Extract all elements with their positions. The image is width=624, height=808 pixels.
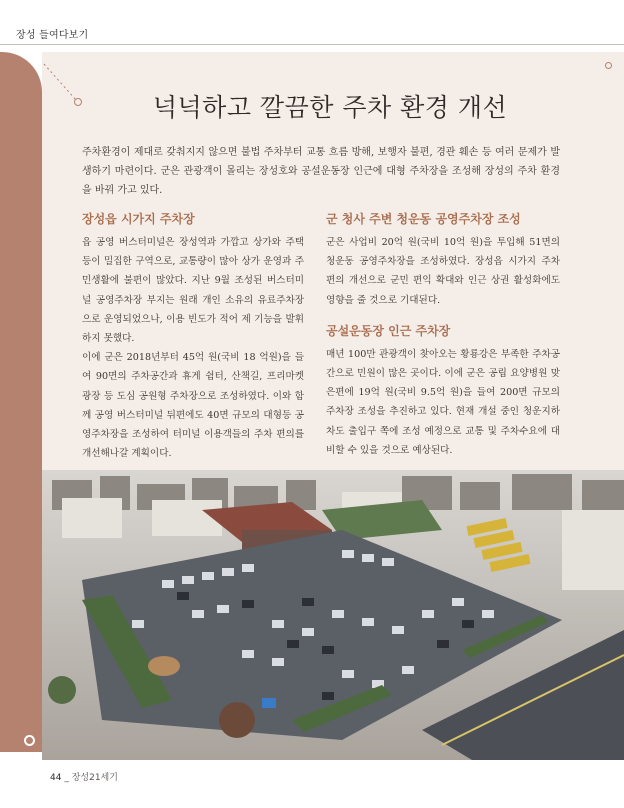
article-lead: 주차환경이 제대로 갖춰지지 않으면 불법 주차부터 교통 흐름 방해, 보행자 불편, 경관 훼손 등 여러 문제가 발생하기 마련이다. 군은 관광객이 몰리는 장성호와 공설운동장 인근에 대형 주차장을 조성해 장성의 주차 환경을 바꿔 가고 있다. [82, 147, 560, 196]
footer-separator: _ [64, 773, 69, 783]
section-title: 공설운동장 인근 주차장 [326, 323, 451, 338]
left-column [82, 210, 304, 463]
section-label: 장성 들여다보기 [16, 30, 89, 41]
circle-decoration [605, 62, 612, 69]
section-paragraph: 군은 사업비 20억 원(국비 10억 원)을 투입해 51면의 청운동 공영주차장을 조성하였다. 장성읍 시가지 주차 편의 개선으로 군민 편익 확대와 인근 상권 활성화에도 영향을 줄 것으로 기대된다. [326, 237, 560, 306]
side-tab-decoration [0, 52, 42, 752]
magazine-name: 장성21세기 [71, 773, 118, 783]
page-number: 44 [50, 773, 62, 783]
section-paragraph: 이에 군은 2018년부터 45억 원(국비 18 억원)을 들여 90면의 주차공간과 휴게 쉼터, 산책길, 프리마켓 광장 등 도심 공원형 주차장으로 조성하였다. 이와 함께 공영 버스터미널 뒤편에도 40면 규모의 대형등 공영주차장을 조성하여 터미널 이용객들의 주차 편의를 개선해나갈 계획이다. [82, 352, 304, 460]
aerial-parking-lot-photo [42, 470, 624, 760]
section-paragraph: 매년 100만 관광객이 찾아오는 황룡강은 부족한 주차공간으로 민원이 많은 곳이다. 이에 군은 공립 요양병원 맞은편에 19억 원(국비 9.5억 원)을 들여 200면 규모의 주차장 조성을 추진하고 있다. 현재 개설 중인 청운지하차도 출입구 쪽에 조성 예정으로 교통 및 주차수요에 대비할 수 있을 것으로 예상된다. [326, 348, 560, 456]
circle-decoration [24, 735, 35, 746]
section-title: 군 청사 주변 청운동 공영주차장 조성 [326, 212, 521, 226]
section-paragraph: 읍 공영 버스터미널은 장성역과 가깝고 상가와 주택 등이 밀집한 구역으로, 교통량이 많아 상가 운영과 주민생활에 불편이 많았다. 지난 9월 조성된 버스터미널 공영주차장 부지는 원래 개인 소유의 유료주차장으로 운영되었으나, 이용 빈도가 적어 제 기능을 발휘하지 못했다. [82, 237, 304, 345]
right-column [326, 210, 560, 460]
page-footer [50, 770, 118, 783]
header-divider [0, 44, 624, 45]
section-title: 장성읍 시가지 주차장 [82, 212, 195, 226]
article-title: 넉넉하고 깔끔한 주차 환경 개선 [152, 93, 508, 122]
